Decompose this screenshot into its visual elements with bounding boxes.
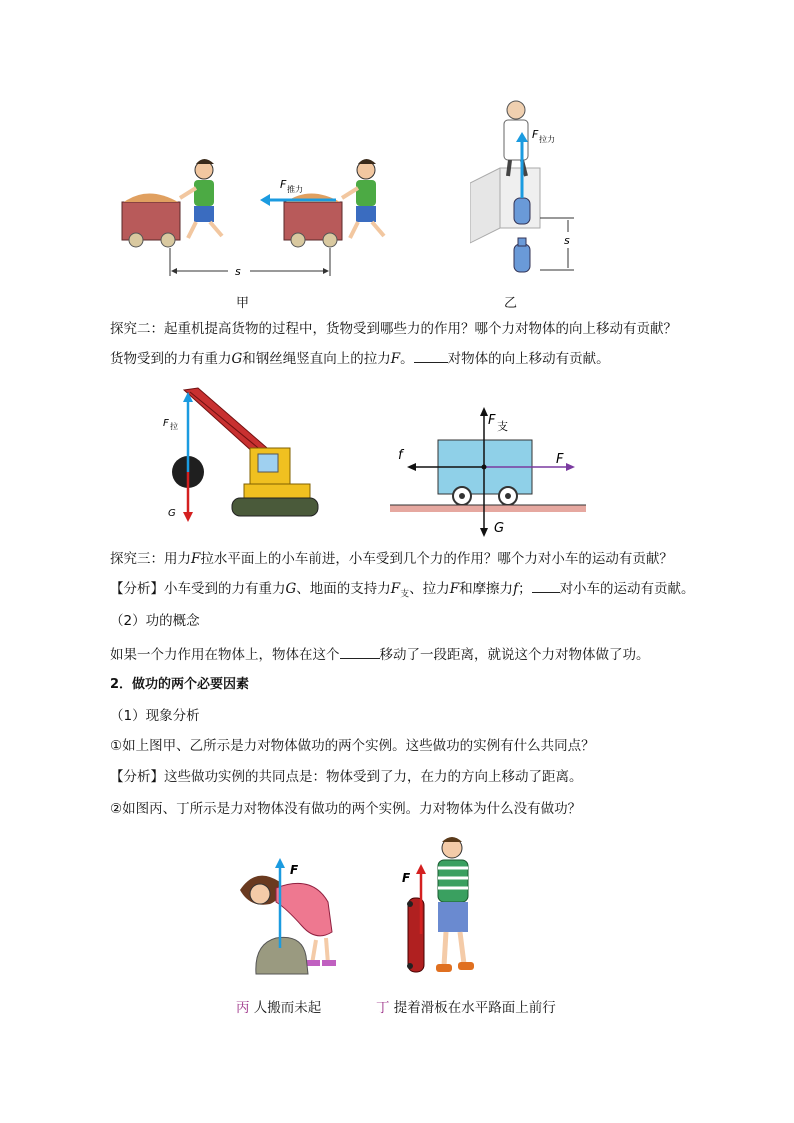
crane-pull-label: F <box>163 418 169 429</box>
distance-label-yi: s <box>564 234 570 247</box>
blank-3 <box>340 645 380 659</box>
caption-yi: 乙 <box>504 296 518 311</box>
explore3-question: 探究三：用力F拉水平面上的小车前进，小车受到几个力的作用？哪个力对小车的运动有贡献？ <box>110 551 673 567</box>
figure-yi <box>470 98 590 283</box>
pull-label: F <box>556 452 564 467</box>
phenomenon-title: （1）现象分析 <box>110 708 200 724</box>
boy-walking <box>436 837 474 972</box>
figure-cart-forces <box>386 404 586 540</box>
distance-marker <box>170 248 330 276</box>
figure-yi-drawing <box>470 98 590 283</box>
figure-bing <box>232 852 352 978</box>
figure-ding-drawing <box>396 832 496 980</box>
figure-bing-drawing <box>232 852 352 978</box>
caption-bing: 丙 人搬而未起 <box>236 1000 322 1016</box>
explore2-question: 探究二：起重机提高货物的过程中，货物受到哪些力的作用？哪个力对物体的向上移动有贡献？ <box>110 321 677 337</box>
crane-body <box>232 448 318 516</box>
concept-title: （2）功的概念 <box>110 613 200 629</box>
bottle-upper <box>514 198 530 224</box>
item2: ②如图丙、丁所示是力对物体没有做功的两个实例。力对物体为什么没有做功？ <box>110 801 582 817</box>
figure-crane <box>160 384 320 532</box>
figure-cart-drawing <box>386 404 586 540</box>
pull-force-label: F <box>532 128 539 141</box>
boy-left <box>180 159 222 238</box>
cart-body <box>438 440 532 505</box>
cart-left <box>122 194 180 248</box>
distance-label: s <box>235 265 241 278</box>
blank-2 <box>532 579 560 593</box>
bottle-lower <box>514 238 530 272</box>
rock <box>256 937 308 974</box>
cart-right <box>284 194 342 248</box>
figure-crane-drawing <box>160 384 320 532</box>
support-label: F <box>488 413 496 428</box>
analysis3: 【分析】小车受到的力有重力G、地面的支持力$F_支$、拉力F和摩擦力f； 对小车的运动有贡献。 <box>110 581 695 600</box>
caption-ding: 丁 提着滑板在水平路面上前行 <box>376 1000 556 1016</box>
explore2-answer: 货物受到的力有重力G和钢丝绳竖直向上的拉力F。 对物体的向上移动有贡献。 <box>110 351 610 367</box>
boy-right <box>342 159 384 238</box>
caption-jia: 甲 <box>236 296 250 311</box>
friction-label: f <box>398 448 403 463</box>
gravity-label: G <box>494 521 505 536</box>
figure-ding <box>396 832 496 980</box>
pull-force-sub: 拉力 <box>539 135 555 144</box>
ding-force-label: F <box>402 871 411 885</box>
support-sub: 支 <box>497 420 508 433</box>
bing-force-label: F <box>290 863 299 877</box>
crane-pull-sub: 拉 <box>170 422 178 431</box>
section2-heading: 2．做功的两个必要因素 <box>110 677 250 692</box>
push-force-sub: 推力 <box>287 185 303 194</box>
ground <box>390 505 586 512</box>
figure-jia-drawing <box>118 150 418 290</box>
blank-1 <box>414 349 448 363</box>
crane-gravity-label: G <box>168 508 176 519</box>
item1: ①如上图甲、乙所示是力对物体做功的两个实例。这些做功的实例有什么共同点？ <box>110 738 595 754</box>
figure-jia <box>118 150 418 290</box>
analysis1: 【分析】这些做功实例的共同点是：物体受到了力，在力的方向上移动了距离。 <box>110 769 583 785</box>
concept-definition: 如果一个力作用在物体上，物体在这个 移动了一段距离，就说这个力对物体做了功。 <box>110 647 650 663</box>
push-force-label: F <box>280 178 287 191</box>
